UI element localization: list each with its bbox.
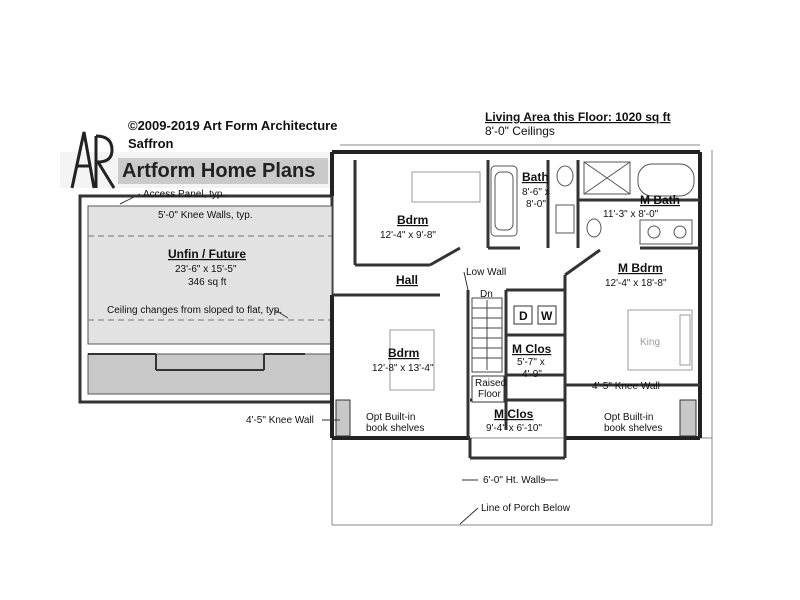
plan-name: Saffron: [128, 136, 174, 151]
low-wall-note: Low Wall: [466, 267, 507, 278]
knee-walls-note: 5'-0" Knee Walls, typ.: [158, 210, 253, 221]
shelf-right: [680, 400, 696, 436]
shelves-right-1: Opt Built-in: [604, 412, 654, 423]
ceiling-change-note: Ceiling changes from sloped to flat, typ.: [107, 305, 283, 316]
king-label: King: [640, 337, 661, 348]
bed-lower: [390, 330, 434, 390]
living-area-text: Living Area this Floor: 1020 sq ft: [485, 110, 671, 124]
stair-down-label: Dn: [480, 289, 493, 300]
raised-floor-text-1: Raised: [475, 378, 507, 389]
m-bdrm-name: M Bdrm: [618, 261, 663, 275]
m-clos-1-name: M Clos: [512, 342, 552, 356]
knee-wall-left-note: 4'-5" Knee Wall: [246, 415, 314, 426]
m-clos-1-dim-2: 4'-9": [522, 369, 542, 380]
m-clos-1-dim-1: 5'-7" x: [517, 357, 545, 368]
unfin-dim: 23'-6" x 15'-5": [175, 264, 237, 275]
m-clos-2-name: M Clos: [494, 407, 534, 421]
ht-walls-note: 6'-0" Ht. Walls: [483, 475, 546, 486]
copyright-text: ©2009-2019 Art Form Architecture: [128, 118, 338, 133]
bath-dim-1: 8'-6" x: [522, 187, 550, 198]
bdrm-lower-dim: 12'-8" x 13'-4": [372, 363, 434, 374]
unfin-area: 346 sq ft: [188, 277, 227, 288]
bath-name: Bath: [522, 170, 549, 184]
brand-text: Artform Home Plans: [122, 160, 316, 182]
bath-dim-2: 8'-0": [526, 199, 546, 210]
washer-label: D: [519, 309, 528, 323]
bdrm-upper-name: Bdrm: [397, 213, 429, 227]
m-clos-2-dim: 9'-4" x 6'-10": [486, 423, 542, 434]
m-bath-dim: 11'-3" x 8'-0": [603, 209, 659, 220]
knee-wall-right-note: 4'-5" Knee Wall: [592, 381, 660, 392]
bdrm-upper-dim: 12'-4" x 9'-8": [380, 230, 436, 241]
shelves-right-2: book shelves: [604, 423, 663, 434]
unfinished-attic: [80, 196, 332, 402]
access-panel-note: Access Panel, typ.: [143, 189, 226, 200]
unfin-name: Unfin / Future: [168, 247, 246, 261]
porch-line-leader: [460, 508, 478, 524]
artform-logo: [60, 132, 330, 188]
stair: [472, 298, 502, 372]
raised-floor-text-2: Floor: [478, 389, 501, 400]
m-bdrm-dim: 12'-4" x 18'-8": [605, 278, 667, 289]
porch-line-note: Line of Porch Below: [481, 503, 570, 514]
shelves-left-1: Opt Built-in: [366, 412, 416, 423]
m-bath-name: M Bath: [640, 193, 680, 207]
hall-label: Hall: [396, 273, 419, 287]
bed-upper: [412, 172, 480, 202]
dryer-label: W: [541, 309, 553, 323]
shelf-left: [336, 400, 350, 436]
ceilings-text: 8'-0" Ceilings: [485, 124, 555, 138]
bdrm-lower-name: Bdrm: [388, 346, 420, 360]
shelves-left-2: book shelves: [366, 423, 425, 434]
